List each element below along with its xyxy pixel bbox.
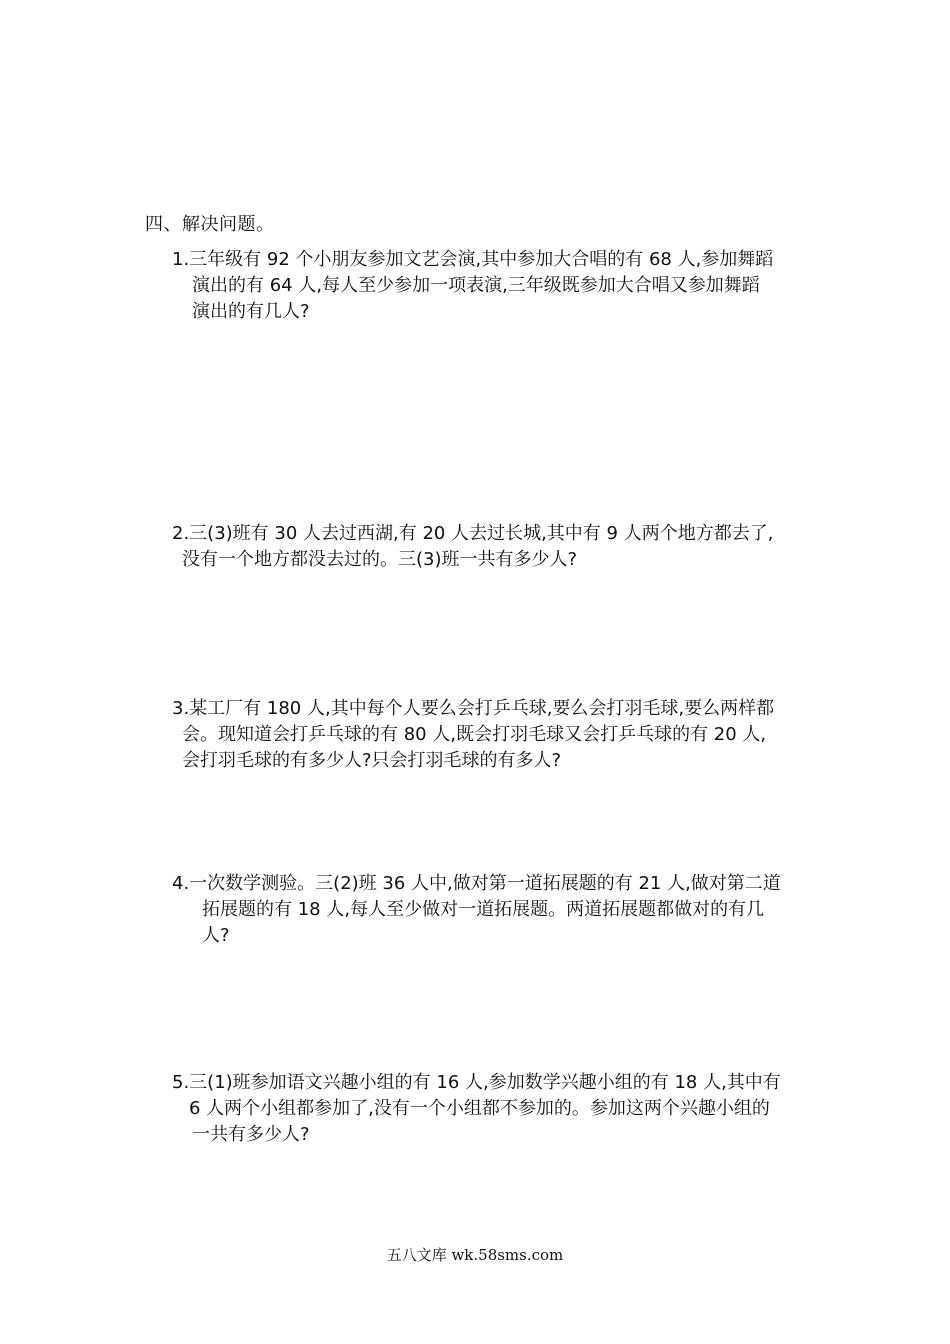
question-2-line-1: 2.三(3)班有 30 人去过西湖,有 20 人去过长城,其中有 9 人两个地方都去了, — [172, 523, 774, 544]
question-4 — [172, 871, 814, 949]
question-3-line-1: 3.某工厂有 180 人,其中每个人要么会打乒乓球,要么会打羽毛球,要么两样都 — [172, 698, 775, 719]
question-1-line-1: 1.三年级有 92 个小朋友参加文艺会演,其中参加大合唱的有 68 人,参加舞蹈 — [172, 249, 774, 270]
question-4-line-1: 4.一次数学测验。三(2)班 36 人中,做对第一道拓展题的有 21 人,做对第二道 — [172, 873, 781, 894]
question-4-line-2: 拓展题的有 18 人,每人至少做对一道拓展题。两道拓展题都做对的有几 — [202, 899, 765, 920]
question-2-line-2: 没有一个地方都没去过的。三(3)班一共有多少人? — [182, 549, 578, 570]
question-3 — [172, 696, 814, 774]
question-1-line-2: 演出的有 64 人,每人至少参加一项表演,三年级既参加大合唱又参加舞蹈 — [192, 275, 760, 296]
question-5-line-1: 5.三(1)班参加语文兴趣小组的有 16 人,参加数学兴趣小组的有 18 人,其中有 — [172, 1072, 781, 1093]
question-1-line-3: 演出的有几人? — [192, 301, 310, 322]
question-5 — [172, 1070, 814, 1148]
question-5-line-3: 一共有多少人? — [192, 1124, 310, 1145]
question-5-line-2: 6 人两个小组都参加了,没有一个小组都不参加的。参加这两个兴趣小组的 — [189, 1098, 770, 1119]
question-1 — [172, 247, 814, 325]
question-2 — [172, 521, 814, 573]
section-title: 四、解决问题。 — [145, 214, 275, 235]
question-3-line-3: 会打羽毛球的有多少人?只会打羽毛球的有多人? — [182, 750, 562, 771]
question-4-line-3: 人? — [202, 925, 230, 946]
question-3-line-2: 会。现知道会打乒乓球的有 80 人,既会打羽毛球又会打乒乓球的有 20 人, — [182, 724, 767, 745]
footer-watermark-text: 五八文库 wk.58sms.com — [386, 1246, 564, 1264]
